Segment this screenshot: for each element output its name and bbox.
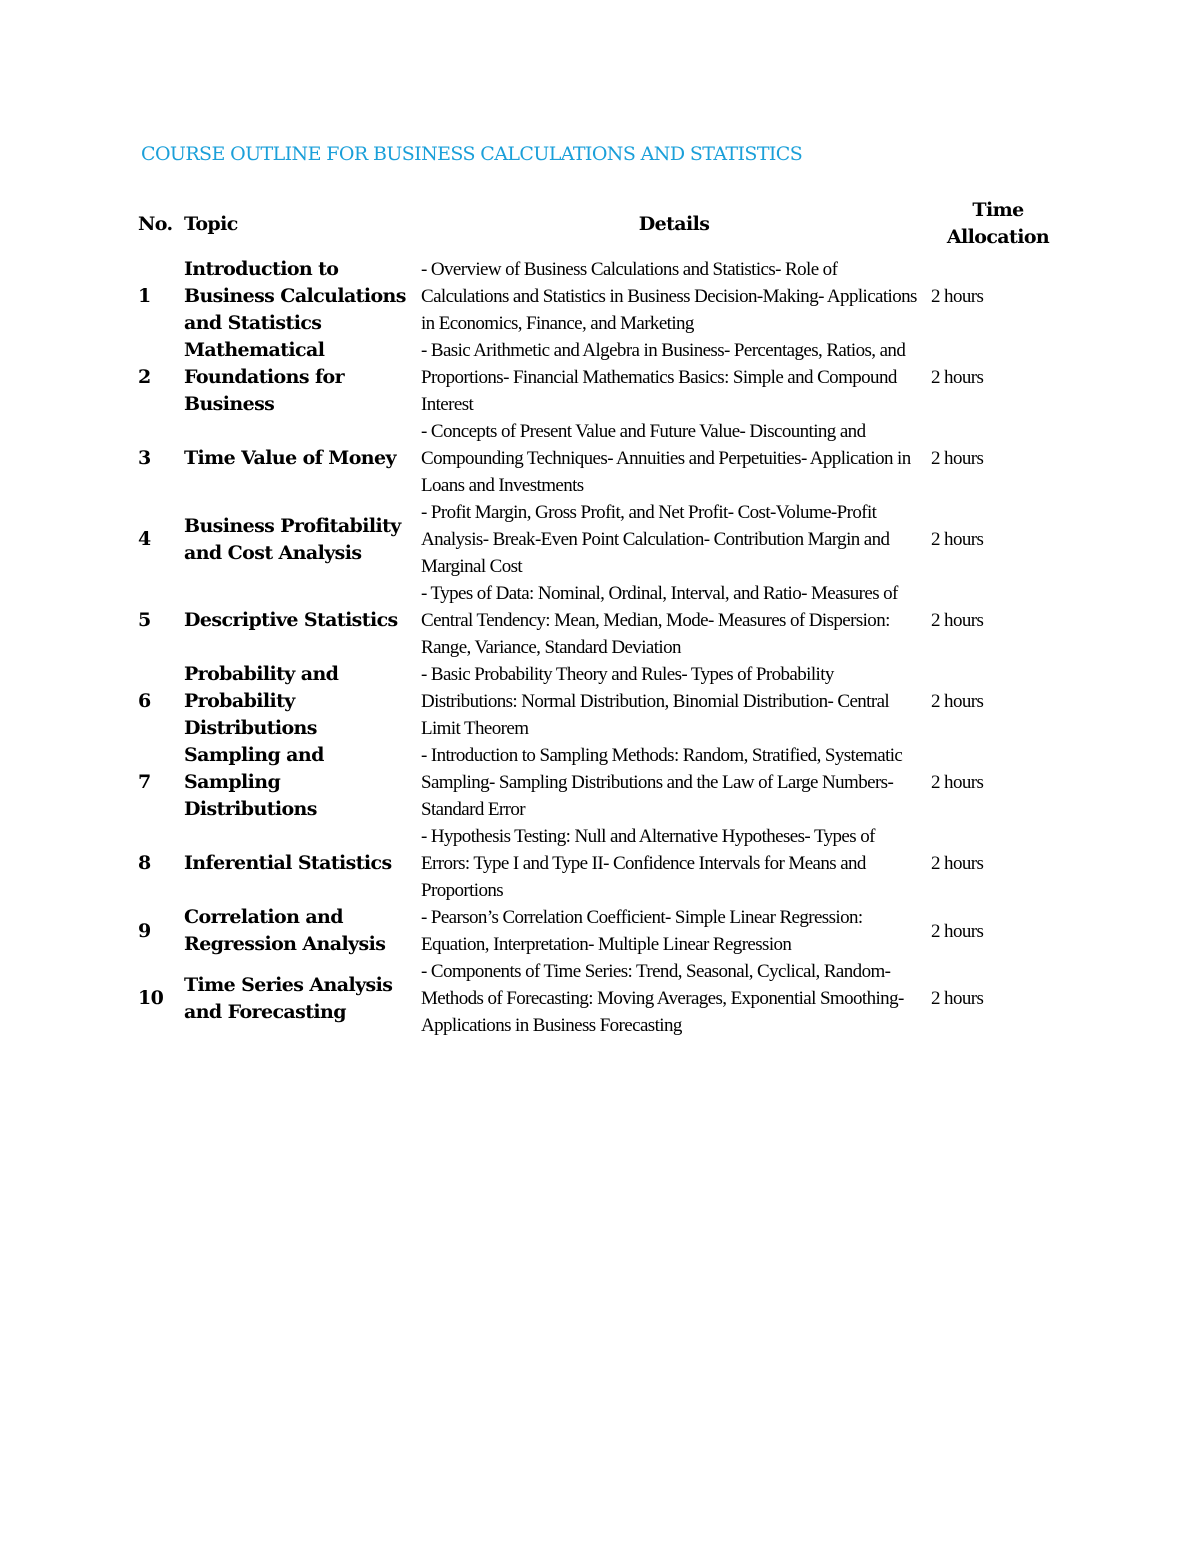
row-topic: Correlation and Regression Analysis: [184, 906, 386, 955]
row-topic: Introduction to Business Calculations and Statistics: [184, 258, 406, 334]
row-topic: Probability and Probability Distributions: [184, 663, 339, 739]
row-topic: Descriptive Statistics: [184, 609, 398, 631]
table-row: [136, 499, 1067, 580]
row-time-allocation: 2 hours: [931, 988, 984, 1009]
row-number: 4: [138, 528, 151, 550]
course-outline-table: [136, 196, 1067, 1039]
table-row: [136, 256, 1067, 337]
table-row: [136, 823, 1067, 904]
page-title: COURSE OUTLINE FOR BUSINESS CALCULATIONS AND STATISTICS: [141, 143, 803, 165]
table-row: [136, 418, 1067, 499]
row-number: 8: [138, 852, 151, 874]
row-details: - Overview of Business Calculations and Statistics- Role of Calculations and Statistics in Business Decision-Making- Applications in Economics, Finance, and Marketing: [421, 259, 917, 334]
row-details: - Basic Probability Theory and Rules- Types of Probability Distributions: Normal Distribution, Binomial Distribution- Central Limit Theorem: [421, 664, 890, 739]
row-topic: Time Series Analysis and Forecasting: [184, 973, 393, 1023]
row-details: - Concepts of Present Value and Future Value- Discounting and Compounding Techniques- Annuities and Perpetuities- Application in Loans and Investments: [421, 421, 911, 496]
table-row: [136, 580, 1067, 661]
column-header-time-allocation: Time Allocation: [946, 199, 1050, 248]
table-row: [136, 904, 1067, 958]
row-details: - Introduction to Sampling Methods: Random, Stratified, Systematic Sampling- Sampling Distributions and the Law of Large Numbers- Standard Error: [421, 745, 903, 820]
row-details: - Types of Data: Nominal, Ordinal, Interval, and Ratio- Measures of Central Tendency: Mean, Median, Mode- Measures of Dispersion: Range, Variance, Standard Deviation: [421, 583, 898, 658]
row-time-allocation: 2 hours: [931, 367, 984, 388]
row-time-allocation: 2 hours: [931, 853, 984, 874]
row-details: - Pearson’s Correlation Coefficient- Simple Linear Regression: Equation, Interpretation- Multiple Linear Regression: [421, 907, 863, 955]
row-details: - Hypothesis Testing: Null and Alternative Hypotheses- Types of Errors: Type I and Type II- Confidence Intervals for Means and Proportions: [421, 826, 875, 901]
row-time-allocation: 2 hours: [931, 920, 984, 942]
row-details: - Basic Arithmetic and Algebra in Business- Percentages, Ratios, and Proportions- Financial Mathematics Basics: Simple and Compound Interest: [421, 340, 906, 415]
row-topic: Business Profitability and Cost Analysis: [184, 514, 401, 564]
row-time-allocation: 2 hours: [931, 286, 984, 307]
column-header-details: Details: [638, 212, 710, 235]
row-number: 1: [138, 285, 151, 307]
column-header-no: No.: [138, 212, 173, 235]
row-time-allocation: 2 hours: [931, 610, 984, 631]
row-time-allocation: 2 hours: [931, 772, 984, 793]
row-number: 10: [138, 987, 164, 1009]
row-number: 3: [138, 447, 151, 469]
row-topic: Mathematical Foundations for Business: [184, 339, 344, 415]
row-topic: Sampling and Sampling Distributions: [184, 744, 324, 820]
row-details: - Profit Margin, Gross Profit, and Net Profit- Cost-Volume-Profit Analysis- Break-Even Point Calculation- Contribution Margin and Marginal Cost: [421, 502, 890, 577]
table-row: [136, 958, 1067, 1039]
table-header-row: [136, 196, 1067, 256]
row-topic: Time Value of Money: [184, 447, 396, 469]
row-time-allocation: 2 hours: [931, 529, 984, 550]
row-details: - Components of Time Series: Trend, Seasonal, Cyclical, Random- Methods of Forecasting: Moving Averages, Exponential Smoothing- Applications in Business Forecasting: [421, 961, 904, 1036]
table-row: [136, 661, 1067, 742]
column-header-topic: Topic: [184, 212, 238, 235]
row-number: 2: [138, 366, 151, 388]
row-topic: Inferential Statistics: [184, 852, 392, 874]
row-number: 6: [138, 690, 151, 712]
row-time-allocation: 2 hours: [931, 448, 984, 469]
table-row: [136, 742, 1067, 823]
table-row: [136, 337, 1067, 418]
row-number: 9: [138, 919, 151, 942]
row-number: 5: [138, 609, 151, 631]
row-number: 7: [138, 771, 151, 793]
row-time-allocation: 2 hours: [931, 691, 984, 712]
